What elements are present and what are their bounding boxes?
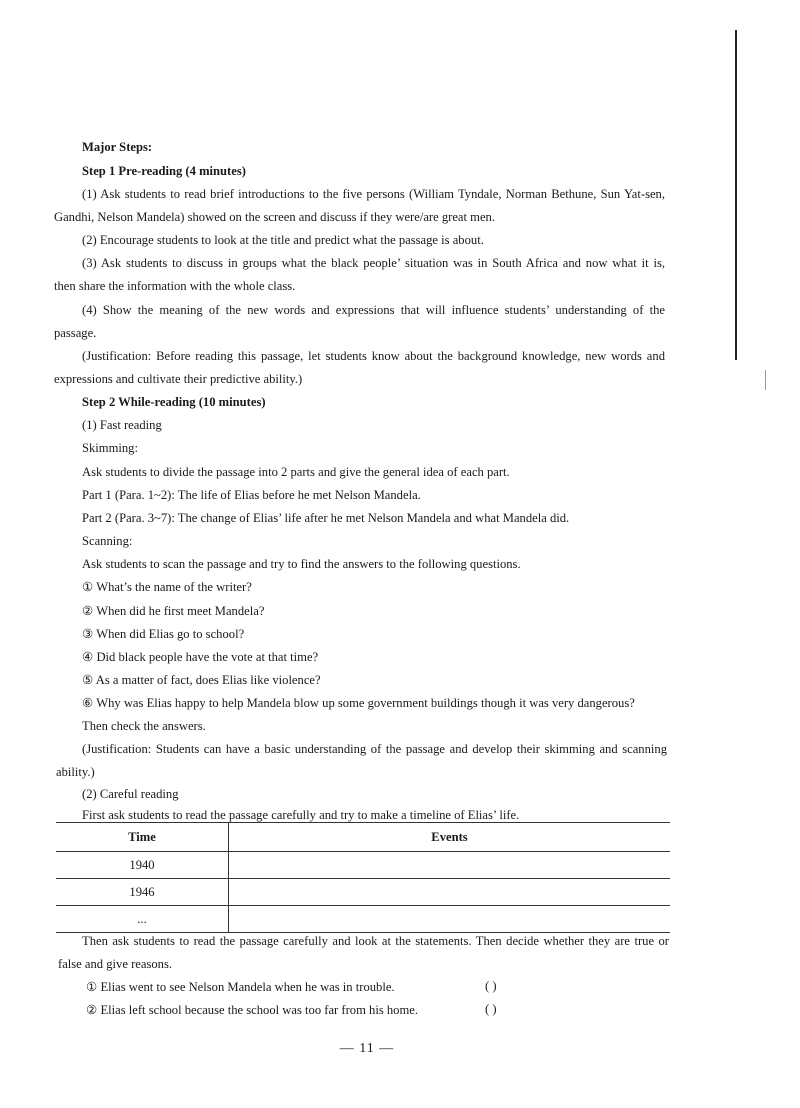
question-1: ① What’s the name of the writer? [82,580,252,594]
margin-mark [765,370,766,390]
check-answers: Then check the answers. [82,719,206,733]
time-cell: 1940 [56,852,229,879]
events-column-header: Events [229,823,671,852]
event-cell [229,852,671,879]
step1-p2: (2) Encourage students to look at the title and predict what the passage is about. [82,233,484,247]
question-2: ② When did he first meet Mandela? [82,604,265,618]
timeline-task: First ask students to read the passage carefully and try to make a timeline of Elias’ life. [82,808,520,822]
page-number: — 11 — [339,1041,395,1056]
event-cell [229,906,671,933]
answer-blank-2: ( ) [485,1002,497,1016]
table-row [56,906,670,933]
time-cell: 1946 [56,879,229,906]
skimming-label: Skimming: [82,441,138,455]
statement-2: ② Elias left school because the school was too far from his home. [86,1003,418,1017]
true-false-task-line1: Then ask students to read the passage carefully and look at the statements. Then decide whether they are true or [82,934,669,948]
event-cell [229,879,671,906]
timeline-table [56,822,670,926]
step2-heading: Step 2 While-reading (10 minutes) [82,395,266,409]
step1-p4-line2: passage. [54,326,97,340]
part2-summary: Part 2 (Para. 3~7): The change of Elias’ life after he met Nelson Mandela and what Mandela did. [82,511,570,525]
question-5: ⑤ As a matter of fact, does Elias like violence? [82,673,321,687]
step1-heading: Step 1 Pre-reading (4 minutes) [82,164,246,178]
part1-summary: Part 1 (Para. 1~2): The life of Elias before he met Nelson Mandela. [82,488,421,502]
question-3: ③ When did Elias go to school? [82,627,245,641]
question-4: ④ Did black people have the vote at that time? [82,650,319,664]
scanning-label: Scanning: [82,534,133,548]
step1-p3-line2: then share the information with the whole class. [54,279,296,293]
careful-reading-label: (2) Careful reading [82,787,179,801]
table-header-row [56,823,670,852]
step1-p3-line1: (3) Ask students to discuss in groups what the black people’ situation was in South Africa and now what it is, [82,256,665,270]
statement-1: ① Elias went to see Nelson Mandela when he was in trouble. [86,980,395,994]
table-row [56,852,670,879]
step1-justification-line2: expressions and cultivate their predictive ability.) [54,372,303,386]
answer-blank-1: ( ) [485,979,497,993]
step1-justification-line1: (Justification: Before reading this passage, let students know about the background knowledge, new words and [82,349,665,363]
margin-rule [735,30,737,360]
fast-reading-label: (1) Fast reading [82,418,162,432]
time-cell: ... [56,906,229,933]
step1-p4-line1: (4) Show the meaning of the new words and expressions that will influence students’ understanding of the [82,303,665,317]
step1-p1-line1: (1) Ask students to read brief introductions to the five persons (William Tyndale, Norman Bethune, Sun Yat-sen, [82,187,665,201]
true-false-task-line2: false and give reasons. [58,957,173,971]
major-steps-heading: Major Steps: [82,140,153,154]
step1-p1-line2: Gandhi, Nelson Mandela) showed on the screen and discuss if they were/are great men. [54,210,495,224]
scanning-task: Ask students to scan the passage and try to find the answers to the following questions. [82,557,521,571]
skimming-task: Ask students to divide the passage into 2 parts and give the general idea of each part. [82,465,510,479]
step2-justification-line1: (Justification: Students can have a basic understanding of the passage and develop their skimming and scanning [82,742,667,756]
time-column-header: Time [56,823,229,852]
step2-justification-line2: ability.) [56,765,95,779]
question-6: ⑥ Why was Elias happy to help Mandela blow up some government buildings though it was very dangerous? [82,696,635,710]
table-row [56,879,670,906]
